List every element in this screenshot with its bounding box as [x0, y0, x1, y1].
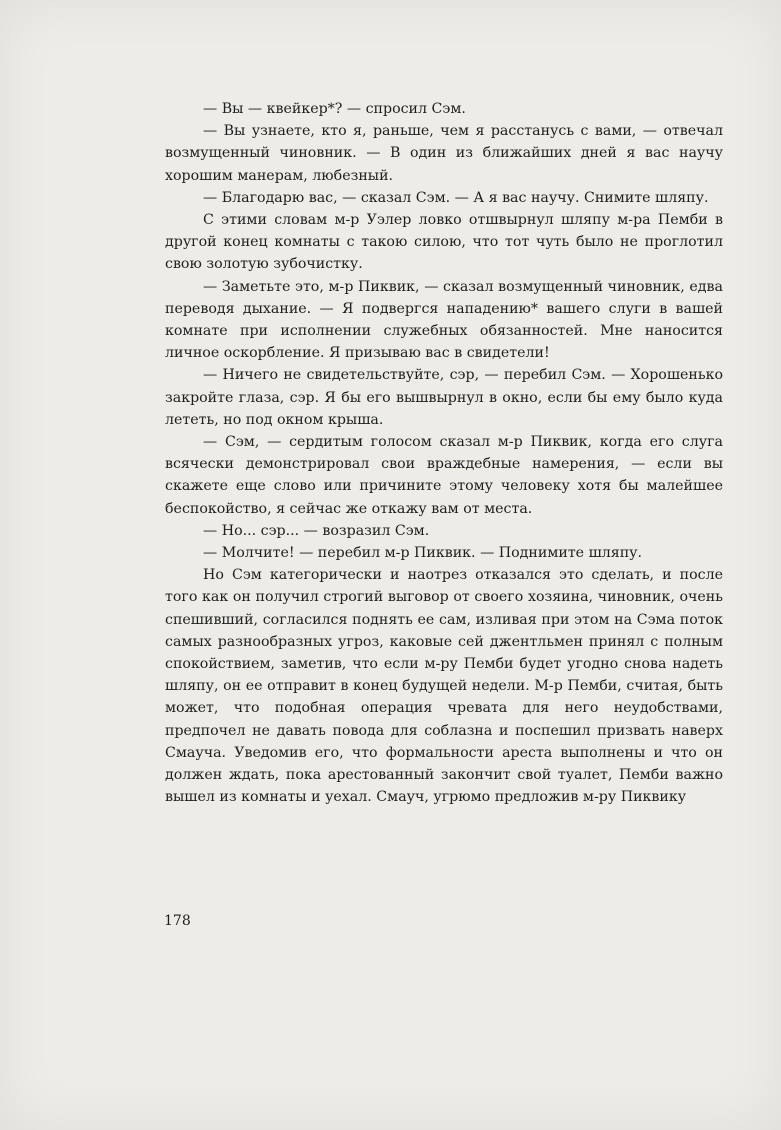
paragraph-3: — Благодарю вас, — сказал Сэм. — А я вас научу. Снимите шляпу. [203, 189, 709, 206]
paragraph-5: — Заметьте это, м-р Пиквик, — сказал возмущенный чиновник, едва переводя дыхание. — Я подвергся нападению* вашего слуги в вашей комнате при исполнении служебных обязанностей. Мне наносится личное оскорбление. Я призываю вас в свидетели! [165, 278, 723, 362]
paragraph-10: Но Сэм категорически и наотрез отказался это сделать, и после того как он получил строгий выговор от своего хозяина, чиновник, очень спешивший, согласился поднять ее сам, изливая при этом на Сэма поток самых разнообразных угроз, каковые сей джентльмен принял с полным спокойствием, заметив, что если м-ру Пемби будет угодно снова надеть шляпу, он ее отправит в конец будущей недели. М-р Пемби, считая, быть может, что подобная операция чревата для него неудобствами, предпочел не давать повода для соблазна и поспешил призвать наверх Смауча. Уведомив его, что формальности ареста выполнены и что он должен ждать, пока арестованный закончит свой туалет, Пемби важно вышел из комнаты и уехал. Смауч, угрюмо предложив м-ру Пиквику [165, 567, 723, 806]
paragraph-8: — Но... сэр... — возразил Сэм. [203, 522, 430, 539]
paragraph-1: — Вы — квейкер*? — спросил Сэм. [203, 101, 466, 117]
body-text [165, 98, 723, 809]
paragraph-2: — Вы узнаете, кто я, раньше, чем я расстанусь с вами, — отвечал возмущенный чиновник. — В один из ближайших дней я вас научу хорошим манерам, любезный. [165, 123, 723, 184]
paragraph-9: — Молчите! — перебил м-р Пиквик. — Поднимите шляпу. [203, 545, 643, 562]
paragraph-6: — Ничего не свидетельствуйте, сэр, — перебил Сэм. — Хорошенько закройте глаза, сэр. Я бы его вышвырнул в окно, если бы ему было куда лететь, но под окном крыша. [165, 367, 723, 428]
paragraph-7: — Сэм, — сердитым голосом сказал м-р Пиквик, когда его слуга всячески демонстрировал свои враждебные намерения, — если вы скажете еще слово или причините этому человеку хотя бы малейшее беспокойство, я сейчас же откажу вам от места. [165, 434, 723, 517]
page-number: 178 [164, 913, 191, 929]
paragraph-4: С этими словам м-р Уэлер ловко отшвырнул шляпу м-ра Пемби в другой конец комнаты с такою силою, что тот чуть было не проглотил свою золотую зубочистку. [165, 212, 723, 273]
